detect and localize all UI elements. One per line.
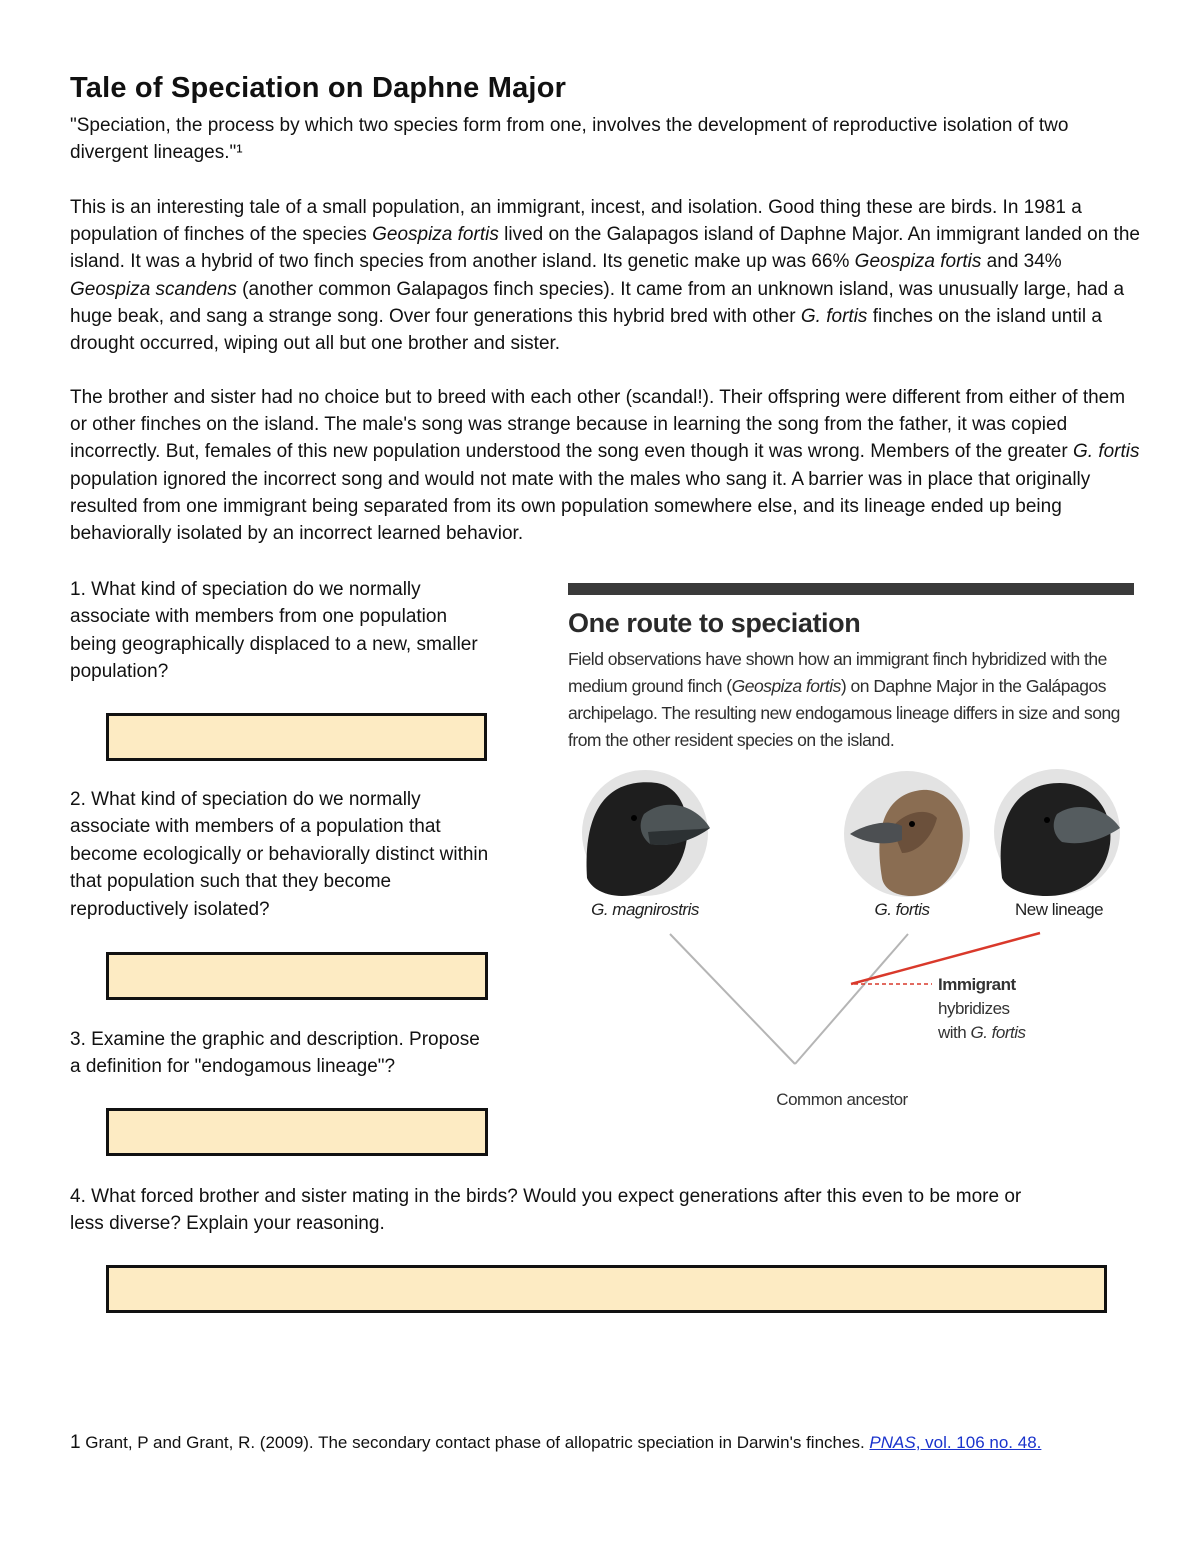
answer-box-3[interactable] xyxy=(106,1108,488,1156)
question-number: 4. xyxy=(70,1186,86,1207)
label-immigrant-1: Immigrant xyxy=(938,975,1016,994)
tree-branch-magnirostris xyxy=(670,934,795,1064)
question-2: 2. What kind of speciation do we normally associate with members of a population that become ecologically or behaviorally distinct within that population such that they become reproductively isolated? xyxy=(70,789,489,920)
figure-description: Field observations have shown how an immigrant finch hybridized with the medium ground finch (Geospiza fortis) on Daphne Major in the Galápagos archipelago. The resulting new endogamous lineage differs in size and song from the other resident species on the island. xyxy=(568,649,1120,750)
story-paragraph-1: This is an interesting tale of a small population, an immigrant, incest, and isolation. Good thing these are birds. In 1981 a population of finches of the species Geospiza fortis lived on the Galapagos island of Daphne Major. An immigrant landed on the island. It was a hybrid of two finch species from another island. Its genetic make up was 66% Geospiza fortis and 34% Geospiza scandens (another common Galapagos finch species). It came from an unknown island, was unusually large, had a huge beak, and sang a strange song. Over four generations this hybrid bred with other G. fortis finches on the island until a drought occurred, wiping out all but one brother and sister. xyxy=(70,197,1140,355)
label-immigrant-2: hybridizes xyxy=(938,999,1010,1018)
label-new-lineage: New lineage xyxy=(1014,900,1104,919)
footnote: 1 Grant, P and Grant, R. (2009). The secondary contact phase of allopatric speciation in Darwin's finches. PNAS, vol. 106 no. 48. xyxy=(70,1432,1042,1453)
tree-branch-fortis xyxy=(795,934,908,1064)
label-immigrant-3: with G. fortis xyxy=(938,1023,1026,1042)
page-title: Tale of Speciation on Daphne Major xyxy=(70,72,567,104)
question-1: 1. What kind of speciation do we normally associate with members from one population being geographically displaced to a new, smaller population? xyxy=(70,579,478,683)
intro-quote: "Speciation, the process by which two species form from one, involves the development of reproductive isolation of two divergent lineages."¹ xyxy=(70,115,1069,164)
label-common-ancestor: Common ancestor xyxy=(776,1090,908,1109)
fortis-finch-image xyxy=(844,771,970,897)
speciation-figure xyxy=(562,578,1142,1118)
question-number: 3. xyxy=(70,1029,86,1050)
pnas-link[interactable]: PNAS xyxy=(869,1433,916,1452)
phylogeny-diagram xyxy=(562,578,1142,1118)
pnas-volume-link[interactable]: , vol. 106 no. 48. xyxy=(915,1433,1042,1452)
answer-box-4[interactable] xyxy=(106,1265,1107,1313)
figure-title: One route to speciation xyxy=(568,608,861,638)
question-4: 4. What forced brother and sister mating in the birds? Would you expect generations after this even to be more or less diverse? Explain your reasoning. xyxy=(70,1186,1022,1235)
new-lineage-finch-image xyxy=(994,769,1120,896)
question-3: 3. Examine the graphic and description. Propose a definition for "endogamous lineage"? xyxy=(70,1029,480,1078)
label-fortis: G. fortis xyxy=(874,900,930,919)
label-magnirostris: G. magnirostris xyxy=(591,900,699,919)
magnirostris-finch-image xyxy=(582,770,710,896)
story-paragraph-2: The brother and sister had no choice but to breed with each other (scandal!). Their offspring were different from either of them or other finches on the island. The male's song was strange because in learning the song from the father, it was copied incorrectly. But, females of this new population understood the song even though it was wrong. Members of the greater G. fortis population ignored the incorrect song and would not mate with the males who sang it. A barrier was in place that originally resulted from one immigrant being separated from its own population somewhere else, and its lineage ended up being behaviorally isolated by an incorrect learned behavior. xyxy=(70,387,1140,545)
question-number: 2. xyxy=(70,789,86,810)
answer-box-2[interactable] xyxy=(106,952,488,1000)
question-number: 1. xyxy=(70,579,86,600)
answer-box-1[interactable] xyxy=(106,713,487,761)
